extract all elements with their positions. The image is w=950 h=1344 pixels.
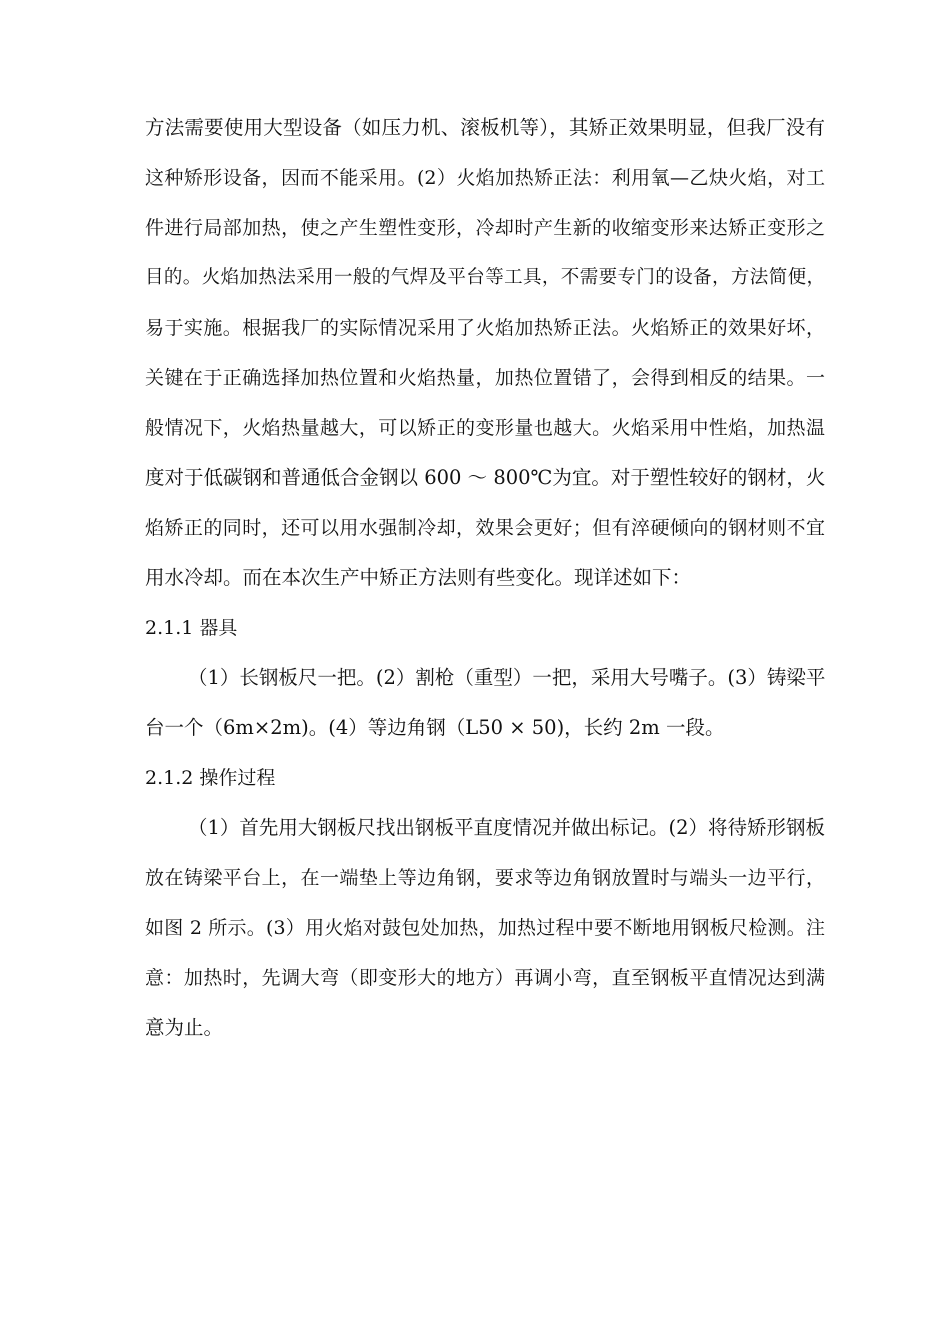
- paragraph-line: 般情况下，火焰热量越大，可以矫正的变形量也越大。火焰采用中性焰，加热温: [145, 417, 825, 439]
- paragraph-line: 件进行局部加热，使之产生塑性变形，冷却时产生新的收缩变形来达矫正变形之: [145, 217, 825, 239]
- paragraph-line: 关键在于正确选择加热位置和火焰热量，加热位置错了，会得到相反的结果。一: [145, 367, 825, 389]
- paragraph-line: （1）长钢板尺一把。(2）割枪（重型）一把，采用大号嘴子。(3）铸梁平: [188, 666, 826, 689]
- paragraph-line: 目的。火焰加热法采用一般的气焊及平台等工具，不需要专门的设备，方法简便，: [145, 267, 825, 288]
- paragraph-line: 度对于低碳钢和普通低合金钢以 600 ～ 800℃为宜。对于塑性较好的钢材，火: [145, 466, 826, 489]
- section-heading: 2.1.1 器具: [145, 617, 238, 639]
- paragraph-line: （1）首先用大钢板尺找出钢板平直度情况并做出标记。(2）将待矫形钢板: [188, 816, 825, 839]
- paragraph-line: 用水冷却。而在本次生产中矫正方法则有些变化。现详述如下：: [145, 566, 692, 589]
- paragraph-line: 如图 2 所示。(3）用火焰对鼓包处加热，加热过程中要不断地用钢板尺检测。注: [145, 917, 825, 939]
- paragraph-line: 放在铸梁平台上，在一端垫上等边角钢，要求等边角钢放置时与端头一边平行，: [145, 867, 825, 889]
- paragraph-line: 台一个（6m×2m)。(4）等边角钢（L50 × 50)，长约 2m 一段。: [145, 716, 725, 739]
- paragraph-line: 方法需要使用大型设备（如压力机、滚板机等），其矫正效果明显，但我厂没有: [145, 116, 825, 139]
- paragraph-line: 易于实施。根据我厂的实际情况采用了火焰加热矫正法。火焰矫正的效果好坏，: [145, 317, 825, 339]
- paragraph-line: 这种矫形设备，因而不能采用。(2）火焰加热矫正法：利用氧—乙炔火焰，对工: [145, 167, 825, 189]
- section-heading: 2.1.2 操作过程: [145, 767, 276, 789]
- paragraph-line: 意：加热时，先调大弯（即变形大的地方）再调小弯，直至钢板平直情况达到满: [145, 967, 825, 989]
- paragraph-line: 意为止。: [145, 1016, 224, 1039]
- paragraph-line: 焰矫正的同时，还可以用水强制冷却，效果会更好；但有淬硬倾向的钢材则不宜: [145, 517, 825, 539]
